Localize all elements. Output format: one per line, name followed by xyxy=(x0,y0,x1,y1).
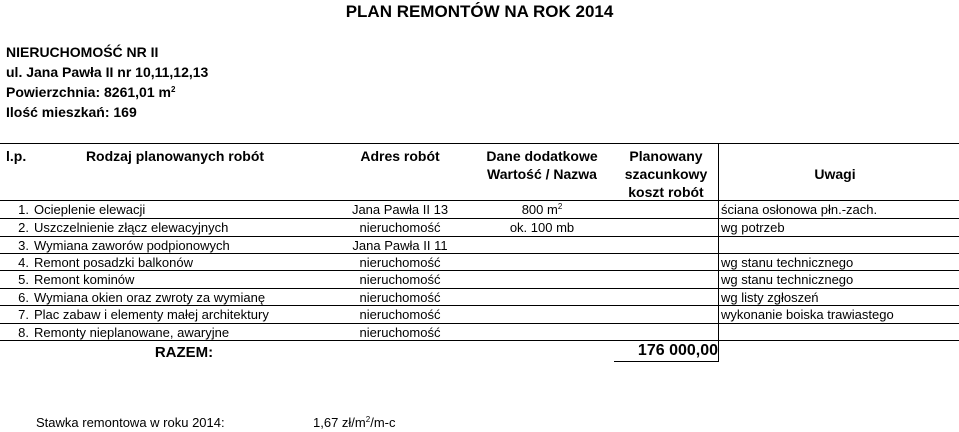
row-number: 5. xyxy=(18,272,29,287)
rate-value-suffix: /m-c xyxy=(370,415,396,430)
header-bottom-rule xyxy=(0,200,959,201)
table-row xyxy=(0,254,959,271)
row-address: nieruchomość xyxy=(359,307,441,322)
row-divider xyxy=(0,236,959,237)
row-divider xyxy=(0,288,959,289)
header-cost-1: Planowany xyxy=(629,148,703,164)
row-description: Wymiana zaworów podpionowych xyxy=(34,238,230,253)
row-address: nieruchomość xyxy=(359,255,441,270)
row-address: nieruchomość xyxy=(359,290,441,305)
row-description: Wymiana okien oraz zwroty za wymianę xyxy=(34,290,266,305)
table-row xyxy=(0,324,959,341)
row-divider xyxy=(0,305,959,306)
row-description: Ocieplenie elewacji xyxy=(34,202,146,217)
row-address: Jana Pawła II 13 xyxy=(351,202,449,217)
table-top-rule xyxy=(0,143,959,144)
header-cost-2: szacunkowy xyxy=(624,166,708,182)
row-additional-value: 800 m xyxy=(521,202,558,217)
row-additional-sup: 2 xyxy=(557,202,563,211)
property-units: Ilość mieszkań: 169 xyxy=(6,104,137,120)
page-title: PLAN REMONTÓW NA ROK 2014 xyxy=(345,2,614,21)
header-notes: Uwagi xyxy=(814,166,856,182)
property-area-label: Powierzchnia: 8261,01 m xyxy=(6,84,171,100)
row-divider xyxy=(0,218,959,219)
row-address: nieruchomość xyxy=(359,220,441,235)
row-notes: ściana osłonowa płn.-zach. xyxy=(721,202,878,217)
row-number: 1. xyxy=(18,202,29,217)
row-address: nieruchomość xyxy=(359,325,441,340)
row-notes: wg stanu technicznego xyxy=(721,272,854,287)
property-area-sup: 2 xyxy=(170,85,176,94)
row-divider xyxy=(0,323,959,324)
rate-label: Stawka remontowa w roku 2014: xyxy=(36,415,225,430)
row-number: 3. xyxy=(18,238,29,253)
row-number: 8. xyxy=(18,325,29,340)
row-address: nieruchomość xyxy=(359,272,441,287)
row-description: Remonty nieplanowane, awaryjne xyxy=(34,325,230,340)
property-area xyxy=(6,84,175,100)
header-additional-1: Dane dodatkowe xyxy=(486,148,598,164)
table-row xyxy=(0,237,959,254)
property-name: NIERUCHOMOŚĆ NR II xyxy=(6,44,159,60)
total-label: RAZEM: xyxy=(154,344,214,361)
header-work: Rodzaj planowanych robót xyxy=(85,148,265,164)
row-description: Remont posadzki balkonów xyxy=(34,255,193,270)
row-notes: wg listy zgłoszeń xyxy=(721,290,819,305)
rate-value-main: 1,67 zł/m xyxy=(313,415,366,430)
table-row xyxy=(0,219,959,236)
header-cost-3: koszt robót xyxy=(628,184,704,200)
header-additional-2: Wartość / Nazwa xyxy=(487,166,597,182)
table-row xyxy=(0,306,959,323)
row-divider xyxy=(0,270,959,271)
row-number: 7. xyxy=(18,307,29,322)
row-notes: wg stanu technicznego xyxy=(721,255,854,270)
property-address: ul. Jana Pawła II nr 10,11,12,13 xyxy=(6,64,209,80)
row-additional xyxy=(470,201,614,218)
row-divider xyxy=(0,340,959,341)
rate-value-sup: 2 xyxy=(365,415,371,424)
row-number: 4. xyxy=(18,255,29,270)
row-additional: ok. 100 mb xyxy=(509,220,575,235)
row-description: Uszczelnienie złącz elewacyjnych xyxy=(34,220,229,235)
row-number: 2. xyxy=(18,220,29,235)
row-notes: wykonanie boiska trawiastego xyxy=(721,307,894,322)
row-notes: wg potrzeb xyxy=(721,220,785,235)
row-description: Plac zabaw i elementy małej architektury xyxy=(34,307,269,322)
row-number: 6. xyxy=(18,290,29,305)
cost-column-rule xyxy=(718,143,719,362)
table-row xyxy=(0,271,959,288)
total-value: 176 000,00 xyxy=(637,342,718,359)
table-row xyxy=(0,201,959,218)
table-row xyxy=(0,289,959,306)
header-address: Adres robót xyxy=(360,148,440,164)
rate-value xyxy=(313,415,395,430)
row-address: Jana Pawła II 11 xyxy=(352,238,448,253)
row-divider xyxy=(0,253,959,254)
header-lp: l.p. xyxy=(6,148,27,164)
row-description: Remont kominów xyxy=(34,272,135,287)
total-underline xyxy=(614,361,718,362)
